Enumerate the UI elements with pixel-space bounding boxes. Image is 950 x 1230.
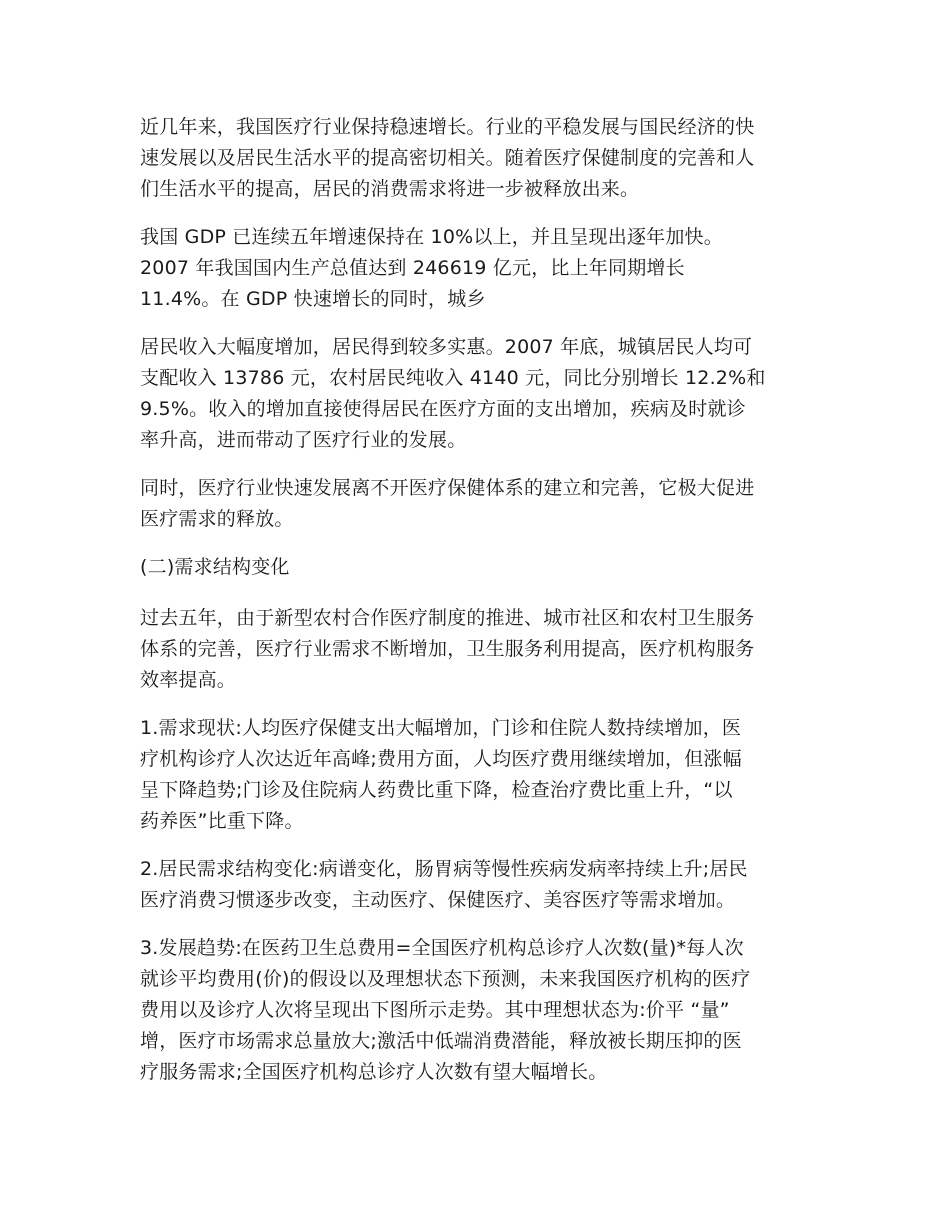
text-line: 同时，医疗行业快速发展离不开医疗保健体系的建立和完善，它极大促进 bbox=[140, 477, 755, 499]
text-line: 疗服务需求;全国医疗机构总诊疗人次数有望大幅增长。 bbox=[140, 1061, 608, 1083]
text-line: 疗机构诊疗人次达近年高峰;费用方面，人均医疗费用继续增加，但涨幅 bbox=[140, 748, 742, 770]
text-line: 2007 年我国国内生产总值达到 246619 亿元，比上年同期增长 bbox=[140, 257, 685, 279]
text-line: 效率提高。 bbox=[140, 669, 237, 691]
section-heading bbox=[140, 552, 812, 583]
paragraph-medical-growth bbox=[140, 112, 812, 205]
paragraph-income bbox=[140, 332, 812, 456]
text-line: 速发展以及居民生活水平的提高密切相关。随着医疗保健制度的完善和人 bbox=[140, 147, 755, 169]
paragraph-demand-growth bbox=[140, 603, 812, 696]
text-line: 们生活水平的提高，居民的消费需求将进一步被释放出来。 bbox=[140, 178, 640, 200]
text-line: 我国 GDP 已连续五年增速保持在 10%以上，并且呈现出逐年加快。 bbox=[140, 226, 723, 248]
paragraph-demand-structure bbox=[140, 854, 812, 916]
paragraph-demand-status bbox=[140, 713, 812, 837]
paragraph-health-system bbox=[140, 473, 812, 535]
document-body bbox=[140, 112, 812, 1105]
text-line: 率升高，进而带动了医疗行业的发展。 bbox=[140, 429, 467, 451]
text-line: 2.居民需求结构变化:病谱变化，肠胃病等慢性疾病发病率持续上升;居民 bbox=[140, 858, 748, 880]
text-line: 9.5%。收入的增加直接使得居民在医疗方面的支出增加，疾病及时就诊 bbox=[140, 398, 746, 420]
text-line: 增，医疗市场需求总量放大;激活中低端消费潜能，释放被长期压抑的医 bbox=[140, 1030, 742, 1052]
text-line: 费用以及诊疗人次将呈现出下图所示走势。其中理想状态为:价平 “量” bbox=[140, 999, 730, 1021]
text-line: 呈下降趋势;门诊及住院病人药费比重下降，检查治疗费比重上升，“以 bbox=[140, 779, 733, 801]
text-line: 过去五年，由于新型农村合作医疗制度的推进、城市社区和农村卫生服务 bbox=[140, 607, 755, 629]
text-line: 就诊平均费用(价)的假设以及理想状态下预测，未来我国医疗机构的医疗 bbox=[140, 968, 751, 990]
text-line: 体系的完善，医疗行业需求不断增加，卫生服务利用提高，医疗机构服务 bbox=[140, 638, 755, 660]
text-line: 药养医”比重下降。 bbox=[140, 810, 304, 832]
text-line: 医疗需求的释放。 bbox=[140, 508, 294, 530]
text-line: 居民收入大幅度增加，居民得到较多实惠。2007 年底，城镇居民人均可 bbox=[140, 336, 753, 358]
text-line: 支配收入 13786 元，农村居民纯收入 4140 元，同比分别增长 12.2%和 bbox=[140, 367, 766, 389]
text-line: 医疗消费习惯逐步改变，主动医疗、保健医疗、美容医疗等需求增加。 bbox=[140, 889, 736, 911]
text-line: 3.发展趋势:在医药卫生总费用=全国医疗机构总诊疗人次数(量)*每人次 bbox=[140, 937, 744, 959]
text-line: 1.需求现状:人均医疗保健支出大幅增加，门诊和住院人数持续增加，医 bbox=[140, 717, 742, 739]
paragraph-gdp bbox=[140, 222, 812, 315]
text-line: 近几年来，我国医疗行业保持稳速增长。行业的平稳发展与国民经济的快 bbox=[140, 116, 755, 138]
text-line: 11.4%。在 GDP 快速增长的同时，城乡 bbox=[140, 288, 486, 310]
heading-text: (二)需求结构变化 bbox=[140, 556, 290, 578]
paragraph-trend bbox=[140, 933, 812, 1088]
